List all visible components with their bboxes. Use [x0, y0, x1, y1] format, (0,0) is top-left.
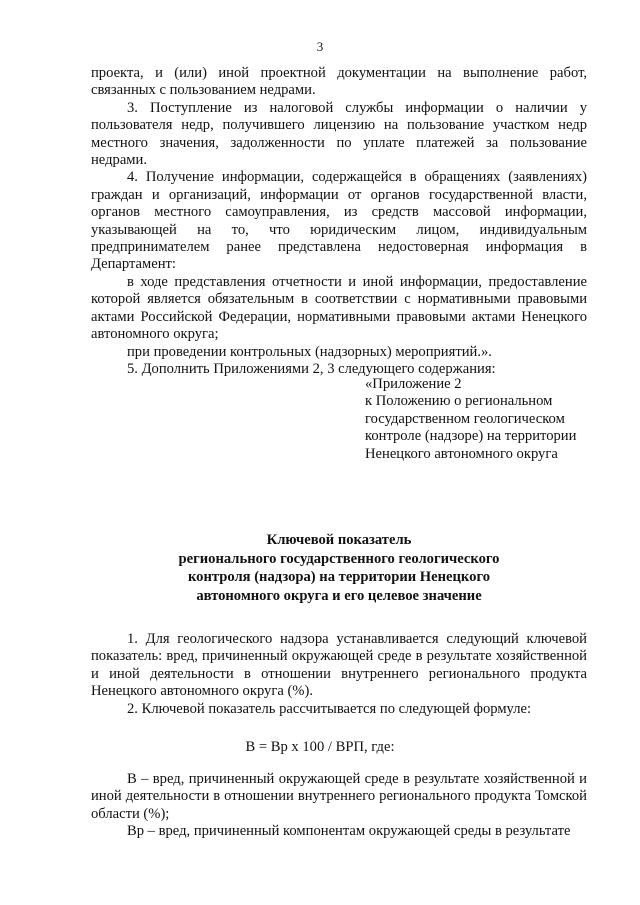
heading-line: Ключевой показатель: [266, 532, 412, 548]
heading-line: регионального государственного геологического: [178, 550, 500, 567]
paragraph-definition-vr: Вр – вред, причиненный компонентам окружающей среды в результате: [127, 823, 571, 840]
heading-line: автономного округа и его целевое значение: [196, 587, 482, 604]
section-heading: [91, 531, 587, 605]
text-block-intro: [91, 65, 587, 378]
appendix-line: контроле (надзоре) на территории: [365, 428, 577, 445]
paragraph-continuation: проекта, и (или) иной проектной документации на выполнение работ, связанных с пользованием недрами.: [91, 65, 587, 99]
paragraph-item-3: 3. Поступление из налоговой службы информации о наличии у пользователя недр, получившего лицензию на пользование участком недр местного значения, задолженности по уплате платежей за пользование недрами.: [91, 99, 587, 169]
heading-line: контроля (надзора) на территории Ненецкого: [187, 569, 491, 585]
paragraph-control-measures: при проведении контрольных (надзорных) мероприятий.».: [127, 343, 492, 360]
appendix-line: «Приложение 2: [365, 376, 462, 392]
paragraph-reporting: в ходе представления отчетности и иной информации, предоставление которой является обязательным в соответствии с нормативными правовыми актами Российской Федерации, нормативными правовыми актами Ненецкого автономного округа;: [91, 273, 587, 343]
page-number: 3: [316, 39, 324, 54]
text-block-indicator: [91, 631, 587, 718]
formula: В = Вр x 100 / ВРП, где:: [245, 739, 395, 755]
appendix-line: к Положению о региональном: [365, 393, 553, 410]
paragraph-indicator-2: 2. Ключевой показатель рассчитывается по следующей формуле:: [127, 700, 532, 717]
paragraph-item-4: 4. Получение информации, содержащейся в обращениях (заявлениях) граждан и организаций, информации от органов государственной власти, органов местного самоуправления, из средств массовой информации, указывающей на то, что юридическим лицом, индивидуальным предпринимателем ранее представлена недостоверная информация в Департамент:: [91, 169, 587, 273]
appendix-line: государственном геологическом: [365, 410, 565, 427]
text-block-definitions: [91, 771, 587, 841]
appendix-header: [365, 376, 605, 463]
paragraph-definition-v: В – вред, причиненный окружающей среде в результате хозяйственной и иной деятельности в отношении внутреннего регионального продукта Томской области (%);: [91, 771, 587, 822]
paragraph-indicator-1: 1. Для геологического надзора устанавливается следующий ключевой показатель: вред, причиненный окружающей среде в результате хозяйственной и иной деятельности в отношении внутреннего регионального продукта Ненецкого автономного округа (%).: [91, 631, 587, 700]
appendix-line: Ненецкого автономного округа: [365, 445, 558, 462]
paragraph-item-5: 5. Дополнить Приложениями 2, 3 следующего содержания:: [127, 360, 496, 377]
